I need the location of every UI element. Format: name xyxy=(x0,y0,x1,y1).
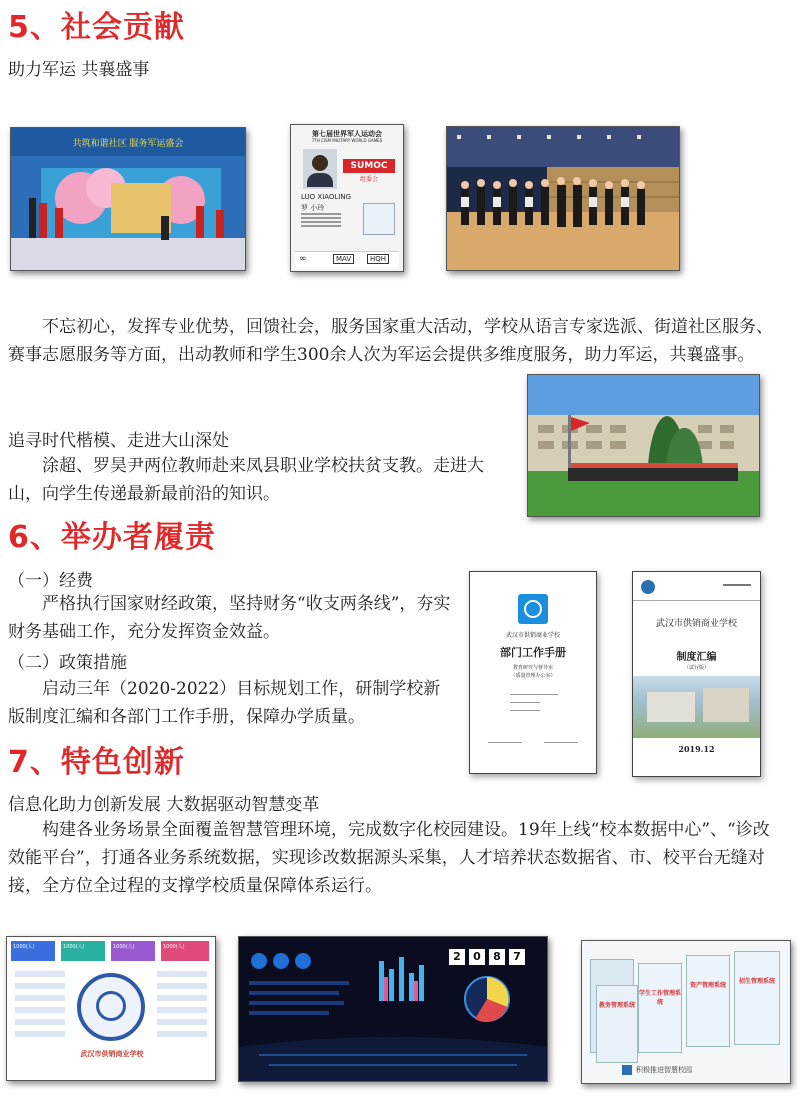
big-data-screen xyxy=(238,936,548,1082)
stat-card: 1000(人) xyxy=(111,941,155,961)
doc1-dept2: （质量管理办公室） xyxy=(510,673,556,679)
certificate: 招生管理系统 xyxy=(734,951,780,1045)
badge-event: 第七届世界军人运动会 xyxy=(312,130,382,138)
digit-box: 2 xyxy=(449,949,465,965)
department-handbook-cover xyxy=(469,571,597,774)
section5-paragraph: 不忘初心，发挥专业优势，回馈社会，服务国家重大活动，学校从语言专家选派、街道社区服务、赛事志愿服务等方面，出动教师和学生300余人次为军运会提供多维度服务，助力军运，共襄盛事。 xyxy=(8,317,773,365)
certificate: 教务管理系统 xyxy=(596,985,638,1063)
dashboard-footer: 武汉市供销商业学校 xyxy=(80,1050,144,1058)
badge-role: 组委会 xyxy=(359,176,378,183)
certificate: 学生工作管理系统 xyxy=(638,963,682,1053)
item2-title: （二）政策措施 xyxy=(8,653,127,673)
school-outdoor-photo xyxy=(527,374,760,517)
section5-paragraph2: 涂超、罗昊尹两位教师赴来凤县职业学校扶贫支教。走进大山，向学生传递最新最前沿的知识。 xyxy=(8,456,484,504)
digit-box: 7 xyxy=(509,949,525,965)
doc1-dept: 教育研究与督导室 xyxy=(512,665,553,671)
badge-sumoc: SUMOC xyxy=(343,159,395,173)
school-logo-icon xyxy=(641,580,655,594)
badge-portrait xyxy=(303,149,337,189)
certificate: 资产管理系统 xyxy=(686,955,730,1047)
section7-paragraph: 构建各业务场景全面覆盖智慧管理环境，完成数字化校园建设。19年上线“校本数据中心”、“诊改效能平台”，打通各业务系统数据，实现诊改数据源头采集，人才培养状态数据省、市、校平台无缝对接，全方位全过程的支撑学校质量保障体系运行。 xyxy=(8,820,770,896)
badge-name-cn: 罗 小玲 xyxy=(301,204,325,212)
section5-subtitle2: 追寻时代楷模、走进大山深处 xyxy=(8,431,229,451)
cert-footer: 积极推进智慧校园 xyxy=(636,1066,692,1074)
badge-name-en: LUO XIAOLING xyxy=(301,193,352,201)
item1-title: （一）经费 xyxy=(8,571,93,591)
section7-heading: 7、特色创新 xyxy=(8,745,185,780)
school-logo-icon xyxy=(518,594,548,624)
stat-card: 1000(人) xyxy=(161,941,209,961)
section6-heading: 6、举办者履责 xyxy=(8,520,216,555)
digit-box: 8 xyxy=(489,949,505,965)
doc2-note: （试行版） xyxy=(683,665,709,671)
infinity-icon: ∞ xyxy=(299,254,307,264)
badge-hqh: HQH xyxy=(367,254,389,264)
item2-text: 启动三年（2020-2022）目标规划工作，研制学校新版制度汇编和各部门工作手册，保障办学质量。 xyxy=(8,679,441,727)
banner-text: 共筑和谐社区 服务军运盛会 xyxy=(72,139,184,149)
data-center-dashboard xyxy=(6,936,216,1081)
software-certificates-photo xyxy=(581,940,791,1084)
gym-group-photo xyxy=(446,126,680,271)
doc1-school: 武汉市供销商业学校 xyxy=(505,632,560,639)
regulations-compilation-cover xyxy=(632,571,761,777)
section5-subtitle: 助力军运 共襄盛事 xyxy=(8,60,150,80)
doc1-title: 部门工作手册 xyxy=(500,646,566,659)
section5-heading: 5、社会贡献 xyxy=(8,10,185,45)
item1-text: 严格执行国家财经政策，坚持财务“收支两条线”，夯实财务基础工作，充分发挥资金效益。 xyxy=(8,594,451,642)
digit-box: 0 xyxy=(469,949,485,965)
section7-subtitle: 信息化助力创新发展 大数据驱动智慧变革 xyxy=(8,795,320,815)
hologram-icon xyxy=(363,203,395,235)
badge-mav: MAV xyxy=(333,254,354,264)
logo-icon xyxy=(622,1065,632,1075)
doc2-school: 武汉市供销商业学校 xyxy=(655,619,737,629)
community-event-photo xyxy=(10,127,246,271)
campus-photo xyxy=(633,676,760,738)
stat-card: 1000(人) xyxy=(11,941,55,961)
volunteer-badge-photo xyxy=(290,124,404,272)
doc2-date: 2019.12 xyxy=(678,744,715,754)
badge-event-en: 7TH CISM MILITARY WORLD GAMES xyxy=(311,138,383,143)
doc2-title: 制度汇编 xyxy=(676,652,717,663)
stat-card: 1000(人) xyxy=(61,941,105,961)
school-emblem-icon xyxy=(77,973,145,1041)
